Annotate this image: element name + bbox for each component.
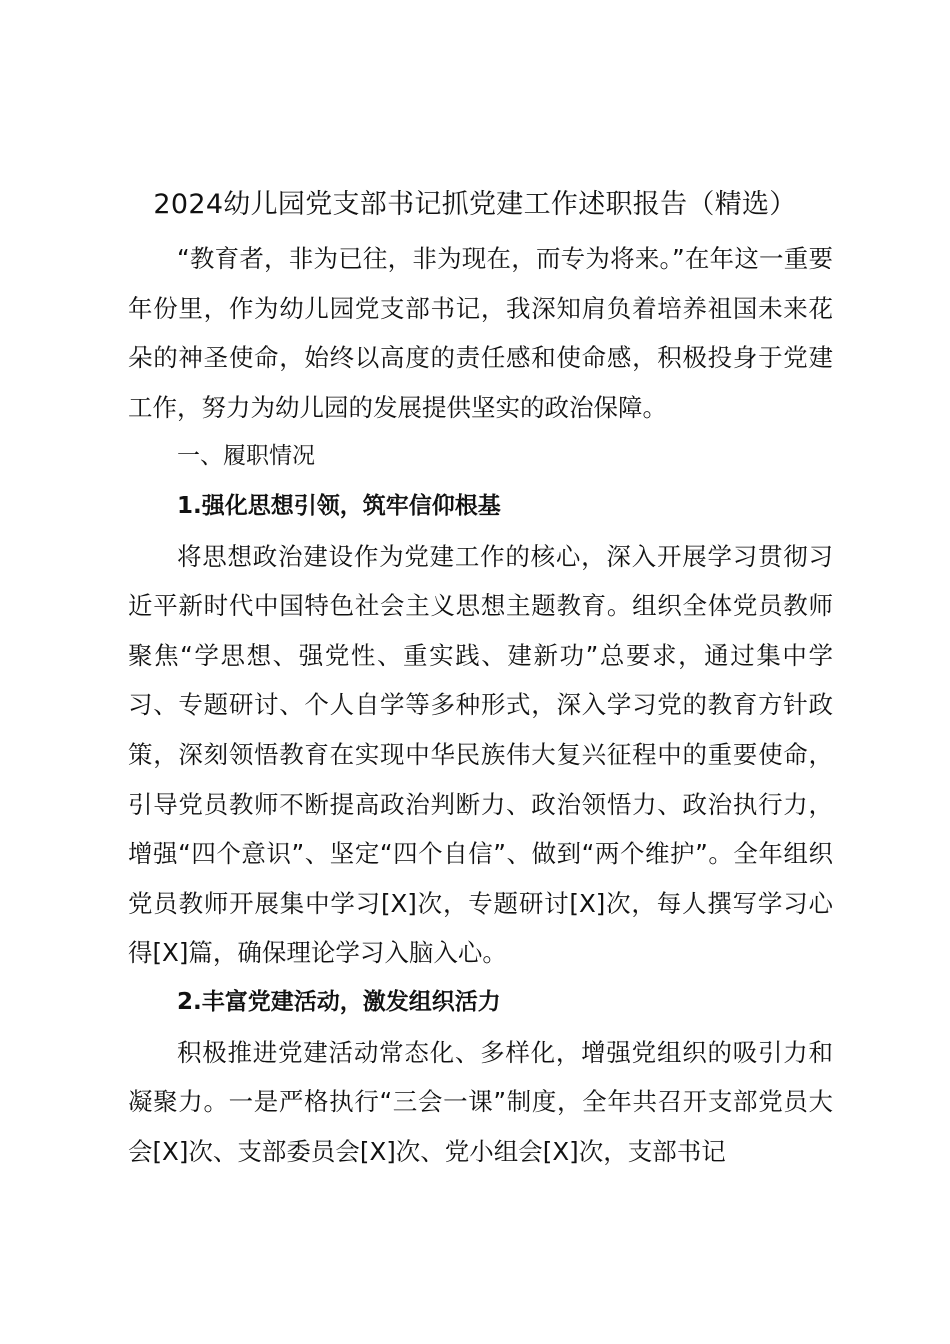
section-heading-performance: 一、履职情况 <box>177 443 315 470</box>
intro-paragraph: “教育者，非为已往，非为现在，而专为将来。”在年这一重要年份里，作为幼儿园党支部书记，我深知肩负着培养祖国未来花朵的神圣使命，始终以高度的责任感和使命感，积极投身于党建工作，努力为幼儿园的发展提供坚实的政治保障。 <box>128 244 833 422</box>
paragraph-party-activities: 积极推进党建活动常态化、多样化，增强党组织的吸引力和凝聚力。一是严格执行“三会一课”制度，全年共召开支部党员大会[X]次、支部委员会[X]次、党小组会[X]次，支部书记 <box>128 1037 833 1166</box>
subheading-ideological-guidance: 1.强化思想引领，筑牢信仰根基 <box>177 492 501 519</box>
document-body <box>128 234 833 1176</box>
subheading-party-activities: 2.丰富党建活动，激发组织活力 <box>177 988 501 1015</box>
document-title: 2024幼儿园党支部书记抓党建工作述职报告（精选） <box>153 189 797 220</box>
paragraph-ideological-guidance: 将思想政治建设作为党建工作的核心，深入开展学习贯彻习近平新时代中国特色社会主义思想主题教育。组织全体党员教师聚焦“学思想、强党性、重实践、建新功”总要求，通过集中学习、专题研讨、个人自学等多种形式，深入学习党的教育方针政策，深刻领悟教育在实现中华民族伟大复兴征程中的重要使命，引导党员教师不断提高政治判断力、政治领悟力、政治执行力，增强“四个意识”、坚定“四个自信”、做到“两个维护”。全年组织党员教师开展集中学习[X]次，专题研讨[X]次，每人撰写学习心得[X]篇，确保理论学习入脑入心。 <box>128 541 833 968</box>
